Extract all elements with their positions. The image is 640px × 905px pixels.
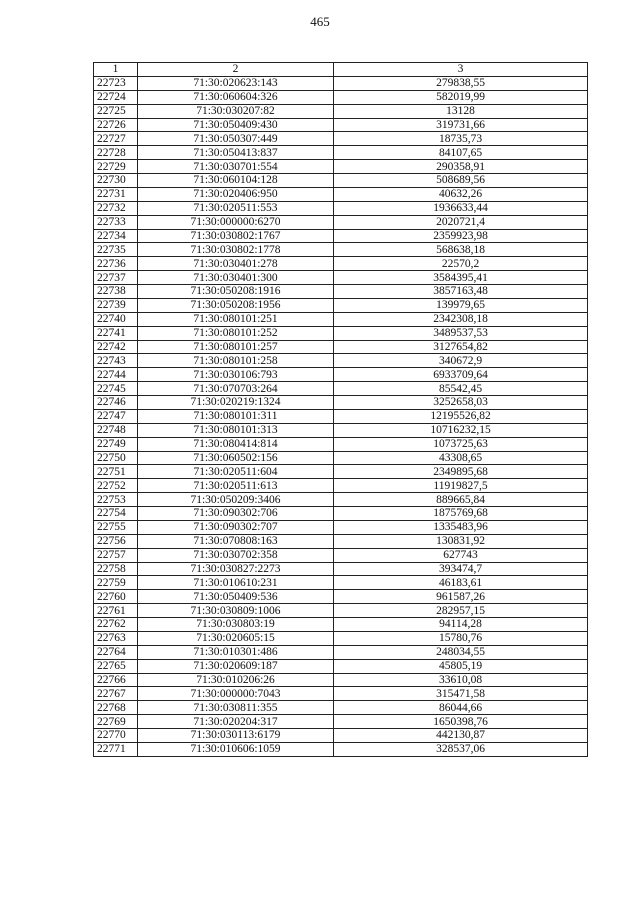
cadastral-number-cell: 71:30:080101:311 [138, 409, 334, 423]
cadastral-number-cell: 71:30:000000:6270 [138, 215, 334, 229]
table-row [94, 312, 588, 326]
value-cell: 22570,2 [334, 257, 588, 271]
cadastral-number-cell: 71:30:030802:1778 [138, 243, 334, 257]
value-cell: 315471,58 [334, 687, 588, 701]
row-number-cell: 22770 [94, 729, 138, 743]
value-cell: 1650398,76 [334, 715, 588, 729]
cadastral-number-cell: 71:30:080101:251 [138, 312, 334, 326]
table-row [94, 423, 588, 437]
row-number-cell: 22743 [94, 354, 138, 368]
value-cell: 2342308,18 [334, 312, 588, 326]
value-cell: 319731,66 [334, 118, 588, 132]
cadastral-number-cell: 71:30:050413:837 [138, 146, 334, 160]
table-header [94, 63, 588, 77]
row-number-cell: 22763 [94, 631, 138, 645]
cadastral-number-cell: 71:30:030803:19 [138, 618, 334, 632]
cadastral-number-cell: 71:30:080101:313 [138, 423, 334, 437]
cadastral-number-cell: 71:30:020511:553 [138, 201, 334, 215]
row-number-cell: 22728 [94, 146, 138, 160]
row-number-cell: 22744 [94, 368, 138, 382]
cadastral-number-cell: 71:30:030809:1006 [138, 604, 334, 618]
cadastral-number-cell: 71:30:020406:950 [138, 187, 334, 201]
value-cell: 11919827,5 [334, 479, 588, 493]
value-cell: 442130,87 [334, 729, 588, 743]
row-number-cell: 22771 [94, 742, 138, 756]
cadastral-number-cell: 71:30:090302:707 [138, 520, 334, 534]
cadastral-number-cell: 71:30:050409:430 [138, 118, 334, 132]
cadastral-number-cell: 71:30:060104:128 [138, 174, 334, 188]
table-row [94, 340, 588, 354]
cadastral-number-cell: 71:30:010610:231 [138, 576, 334, 590]
value-cell: 130831,92 [334, 534, 588, 548]
value-cell: 3857163,48 [334, 285, 588, 299]
row-number-cell: 22749 [94, 437, 138, 451]
value-cell: 279838,55 [334, 76, 588, 90]
value-cell: 393474,7 [334, 562, 588, 576]
table-row [94, 507, 588, 521]
row-number-cell: 22735 [94, 243, 138, 257]
value-cell: 45805,19 [334, 659, 588, 673]
cadastral-number-cell: 71:30:050208:1956 [138, 298, 334, 312]
cadastral-number-cell: 71:30:020605:15 [138, 631, 334, 645]
table-row [94, 742, 588, 756]
row-number-cell: 22766 [94, 673, 138, 687]
table-row [94, 118, 588, 132]
row-number-cell: 22756 [94, 534, 138, 548]
table-row [94, 604, 588, 618]
table-row [94, 493, 588, 507]
table-row [94, 201, 588, 215]
value-cell: 2359923,98 [334, 229, 588, 243]
cadastral-number-cell: 71:30:030401:278 [138, 257, 334, 271]
cadastral-number-cell: 71:30:030811:355 [138, 701, 334, 715]
row-number-cell: 22764 [94, 645, 138, 659]
table-row [94, 354, 588, 368]
row-number-cell: 22754 [94, 507, 138, 521]
table-body [94, 76, 588, 756]
row-number-cell: 22723 [94, 76, 138, 90]
value-cell: 139979,65 [334, 298, 588, 312]
table-row [94, 673, 588, 687]
table-row [94, 132, 588, 146]
cadastral-number-cell: 71:30:060604:326 [138, 90, 334, 104]
table-row [94, 187, 588, 201]
cadastral-number-cell: 71:30:030701:554 [138, 160, 334, 174]
table-row [94, 326, 588, 340]
row-number-cell: 22758 [94, 562, 138, 576]
cadastral-number-cell: 71:30:030106:793 [138, 368, 334, 382]
cadastral-number-cell: 71:30:010206:26 [138, 673, 334, 687]
cadastral-number-cell: 71:30:000000:7043 [138, 687, 334, 701]
row-number-cell: 22752 [94, 479, 138, 493]
table-row [94, 437, 588, 451]
data-table [93, 62, 588, 757]
value-cell: 889665,84 [334, 493, 588, 507]
value-cell: 1335483,96 [334, 520, 588, 534]
row-number-cell: 22731 [94, 187, 138, 201]
table-row [94, 271, 588, 285]
table-row [94, 548, 588, 562]
value-cell: 46183,61 [334, 576, 588, 590]
table-row [94, 243, 588, 257]
value-cell: 1875769,68 [334, 507, 588, 521]
cadastral-number-cell: 71:30:070808:163 [138, 534, 334, 548]
cadastral-number-cell: 71:30:080101:252 [138, 326, 334, 340]
table-row [94, 590, 588, 604]
value-cell: 2020721,4 [334, 215, 588, 229]
cadastral-number-cell: 71:30:020609:187 [138, 659, 334, 673]
table-row [94, 618, 588, 632]
table-row [94, 576, 588, 590]
cadastral-number-cell: 71:30:050409:536 [138, 590, 334, 604]
row-number-cell: 22742 [94, 340, 138, 354]
row-number-cell: 22769 [94, 715, 138, 729]
table-row [94, 229, 588, 243]
cadastral-number-cell: 71:30:080101:258 [138, 354, 334, 368]
table-row [94, 479, 588, 493]
row-number-cell: 22762 [94, 618, 138, 632]
row-number-cell: 22746 [94, 396, 138, 410]
table-row [94, 257, 588, 271]
value-cell: 3127654,82 [334, 340, 588, 354]
cadastral-number-cell: 71:30:020511:604 [138, 465, 334, 479]
row-number-cell: 22755 [94, 520, 138, 534]
table-row [94, 465, 588, 479]
table-row [94, 368, 588, 382]
table-row [94, 146, 588, 160]
cadastral-number-cell: 71:30:010301:486 [138, 645, 334, 659]
table-row [94, 534, 588, 548]
cadastral-number-cell: 71:30:050208:1916 [138, 285, 334, 299]
value-cell: 84107,65 [334, 146, 588, 160]
value-cell: 1936633,44 [334, 201, 588, 215]
cadastral-number-cell: 71:30:020219:1324 [138, 396, 334, 410]
value-cell: 10716232,15 [334, 423, 588, 437]
column-header-1: 1 [94, 63, 138, 77]
value-cell: 40632,26 [334, 187, 588, 201]
table-row [94, 104, 588, 118]
value-cell: 3252658,03 [334, 396, 588, 410]
row-number-cell: 22733 [94, 215, 138, 229]
table-row [94, 687, 588, 701]
cadastral-number-cell: 71:30:080101:257 [138, 340, 334, 354]
cadastral-number-cell: 71:30:030802:1767 [138, 229, 334, 243]
row-number-cell: 22729 [94, 160, 138, 174]
cadastral-number-cell: 71:30:050209:3406 [138, 493, 334, 507]
table-row [94, 715, 588, 729]
value-cell: 508689,56 [334, 174, 588, 188]
cadastral-number-cell: 71:30:070703:264 [138, 382, 334, 396]
table-row [94, 631, 588, 645]
value-cell: 3584395,41 [334, 271, 588, 285]
row-number-cell: 22750 [94, 451, 138, 465]
cadastral-number-cell: 71:30:030207:82 [138, 104, 334, 118]
value-cell: 2349895,68 [334, 465, 588, 479]
table-row [94, 160, 588, 174]
table-row [94, 451, 588, 465]
row-number-cell: 22768 [94, 701, 138, 715]
row-number-cell: 22739 [94, 298, 138, 312]
value-cell: 1073725,63 [334, 437, 588, 451]
row-number-cell: 22745 [94, 382, 138, 396]
table-row [94, 90, 588, 104]
table-row [94, 659, 588, 673]
value-cell: 340672,9 [334, 354, 588, 368]
value-cell: 627743 [334, 548, 588, 562]
value-cell: 43308,65 [334, 451, 588, 465]
value-cell: 12195526,82 [334, 409, 588, 423]
row-number-cell: 22767 [94, 687, 138, 701]
cadastral-number-cell: 71:30:090302:706 [138, 507, 334, 521]
row-number-cell: 22724 [94, 90, 138, 104]
value-cell: 248034,55 [334, 645, 588, 659]
row-number-cell: 22747 [94, 409, 138, 423]
cadastral-number-cell: 71:30:030113:6179 [138, 729, 334, 743]
row-number-cell: 22760 [94, 590, 138, 604]
cadastral-number-cell: 71:30:080414:814 [138, 437, 334, 451]
row-number-cell: 22737 [94, 271, 138, 285]
table-row [94, 396, 588, 410]
table-row [94, 520, 588, 534]
value-cell: 290358,91 [334, 160, 588, 174]
value-cell: 282957,15 [334, 604, 588, 618]
cadastral-number-cell: 71:30:030702:358 [138, 548, 334, 562]
table-row [94, 298, 588, 312]
row-number-cell: 22741 [94, 326, 138, 340]
column-header-2: 2 [138, 63, 334, 77]
table-row [94, 701, 588, 715]
row-number-cell: 22765 [94, 659, 138, 673]
cadastral-number-cell: 71:30:030827:2273 [138, 562, 334, 576]
table-row [94, 76, 588, 90]
value-cell: 582019,99 [334, 90, 588, 104]
value-cell: 568638,18 [334, 243, 588, 257]
row-number-cell: 22726 [94, 118, 138, 132]
row-number-cell: 22734 [94, 229, 138, 243]
row-number-cell: 22757 [94, 548, 138, 562]
table-row [94, 409, 588, 423]
cadastral-number-cell: 71:30:010606:1059 [138, 742, 334, 756]
cadastral-number-cell: 71:30:020204:317 [138, 715, 334, 729]
table-row [94, 285, 588, 299]
value-cell: 33610,08 [334, 673, 588, 687]
table-row [94, 645, 588, 659]
value-cell: 94114,28 [334, 618, 588, 632]
value-cell: 328537,06 [334, 742, 588, 756]
cadastral-number-cell: 71:30:020623:143 [138, 76, 334, 90]
table-row [94, 729, 588, 743]
cadastral-number-cell: 71:30:050307:449 [138, 132, 334, 146]
row-number-cell: 22736 [94, 257, 138, 271]
value-cell: 85542,45 [334, 382, 588, 396]
table-row [94, 215, 588, 229]
row-number-cell: 22730 [94, 174, 138, 188]
row-number-cell: 22732 [94, 201, 138, 215]
row-number-cell: 22753 [94, 493, 138, 507]
value-cell: 86044,66 [334, 701, 588, 715]
row-number-cell: 22725 [94, 104, 138, 118]
header-row [94, 63, 588, 77]
column-header-3: 3 [334, 63, 588, 77]
value-cell: 3489537,53 [334, 326, 588, 340]
row-number-cell: 22748 [94, 423, 138, 437]
row-number-cell: 22759 [94, 576, 138, 590]
cadastral-number-cell: 71:30:030401:300 [138, 271, 334, 285]
value-cell: 18735,73 [334, 132, 588, 146]
value-cell: 6933709,64 [334, 368, 588, 382]
value-cell: 961587,26 [334, 590, 588, 604]
row-number-cell: 22761 [94, 604, 138, 618]
value-cell: 13128 [334, 104, 588, 118]
cadastral-number-cell: 71:30:060502:156 [138, 451, 334, 465]
table-row [94, 562, 588, 576]
value-cell: 15780,76 [334, 631, 588, 645]
row-number-cell: 22751 [94, 465, 138, 479]
row-number-cell: 22727 [94, 132, 138, 146]
table-row [94, 174, 588, 188]
cadastral-number-cell: 71:30:020511:613 [138, 479, 334, 493]
page-number: 465 [310, 14, 330, 29]
row-number-cell: 22738 [94, 285, 138, 299]
row-number-cell: 22740 [94, 312, 138, 326]
table-row [94, 382, 588, 396]
